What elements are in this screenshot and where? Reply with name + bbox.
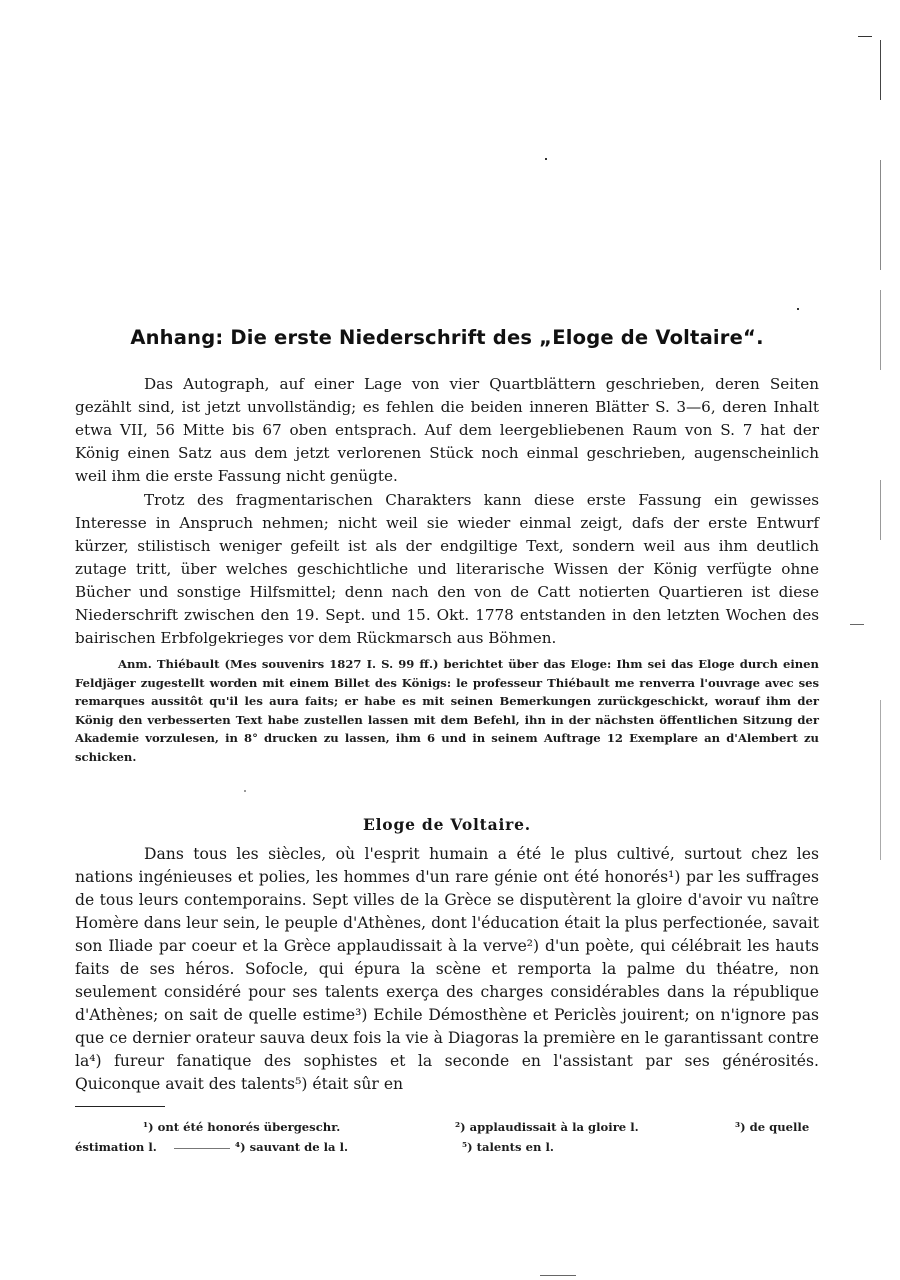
footnote-1: ¹) ont été honorés übergeschr.: [143, 1120, 341, 1134]
footnote-rule: [75, 1106, 165, 1107]
scan-speck: [244, 790, 246, 792]
scan-edge-mark: [880, 160, 881, 270]
scan-speck: [858, 36, 872, 37]
footnote-3-continued: éstimation l.: [75, 1140, 157, 1154]
page-title: Anhang: Die erste Niederschrift des „Eloge de Voltaire“.: [130, 326, 764, 349]
ink-smudge: [174, 1148, 230, 1149]
eloge-text: Dans tous les siècles, où l'esprit humain a été le plus cultivé, surtout chez les nations ingénieuses et polies, les hommes d'un rare génie ont été honorés¹) par les suffrages de tous leurs contemporains. Sept villes de la Grèce se disputèrent la gloire d'avoir vu naître Homère dans leur sein, le peuple d'Athènes, dont l'éducation était la plus perfectionée, savait son Iliade par coeur et la Grèce applaudissait à la verve²) d'un poète, qui célébrait les hauts faits de ses héros. Sofocle, qui épura la scène et remporta la palme du théatre, non seulement considéré pour ses talents exerça des charges considérables dans la république d'Athènes; on sait de quelle estime³) Echile Démosthène et Periclès jouirent; on n'ignore pas que ce dernier orateur sauva deux fois la vie à Diagoras la première en le garantissant contre la⁴) fureur fanatique des sophistes et la seconde en l'assistant par ses générosités. Quiconque avait des talents⁵) était sûr en: [75, 845, 819, 1093]
footnote-5: ⁵) talents en l.: [462, 1140, 554, 1154]
scan-edge-mark: [880, 40, 881, 100]
intro-paragraph-2: Trotz des fragmentarischen Charakters kann diese erste Fassung ein gewisses Interesse in Anspruch nehmen; nicht weil sie wieder einmal zeigt, dafs der erste Entwurf kürzer, stilistisch weniger gefeilt ist als der endgiltige Text, sondern weil aus ihm deutlich zutage tritt, über welches geschichtliche und literarische Wissen der König verfügte ohne Bücher und sonstige Hilfsmittel; denn nach den von de Catt notierten Quartieren ist diese Niederschrift zwischen den 19. Sept. und 15. Okt. 1778 entstanden in den letzten Wochen des bairischen Erbfolgekrieges vor dem Rückmarsch aus Böhmen.: [75, 491, 819, 647]
footnote-2: ²) applaudissait à la gloire l.: [455, 1120, 639, 1134]
scan-speck: [850, 624, 864, 625]
scan-speck: [797, 308, 799, 310]
scan-speck: [545, 158, 547, 160]
intro-paragraph-1: Das Autograph, auf einer Lage von vier Quartblättern geschrieben, deren Seiten gezählt sind, ist jetzt unvollständig; es fehlen die beiden inneren Blätter S. 3—6, deren Inhalt etwa VII, 56 Mitte bis 67 oben entsprach. Auf dem leergebliebenen Raum von S. 7 hat der König einen Satz aus dem jetzt verlorenen Stück noch einmal geschrieben, augenscheinlich weil ihm die erste Fassung nicht genügte.: [75, 375, 819, 485]
scan-edge-mark: [880, 290, 881, 370]
footnote-4: ⁴) sauvant de la l.: [235, 1140, 349, 1154]
scan-edge-mark: [880, 480, 881, 540]
annotation-note: Anm. Thiébault (Mes souvenirs 1827 I. S. 99 ff.) berichtet über das Eloge: Ihm sei das Eloge durch einen Feldjäger zugestellt worden mit einem Billet des Königs: le professeur Thiébault me renverra l'ouvrage avec ses remarques aussitôt qu'il les aura faits; er habe es mit seinen Bemerkungen zurückgeschickt, worauf ihm der König den verbesserten Text habe zustellen lassen mit dem Befehl, ihn in der nächsten öffentlichen Sitzung der Akademie vorzulesen, in 8° drucken zu lassen, ihm 6 und in seinem Auftrage 12 Exemplare an d'Alembert zu schicken.: [75, 657, 819, 764]
scan-edge-mark: [880, 700, 881, 860]
section-title: Eloge de Voltaire.: [363, 815, 531, 834]
scan-speck: [540, 1275, 576, 1276]
footnote-3: ³) de quelle: [735, 1120, 810, 1134]
